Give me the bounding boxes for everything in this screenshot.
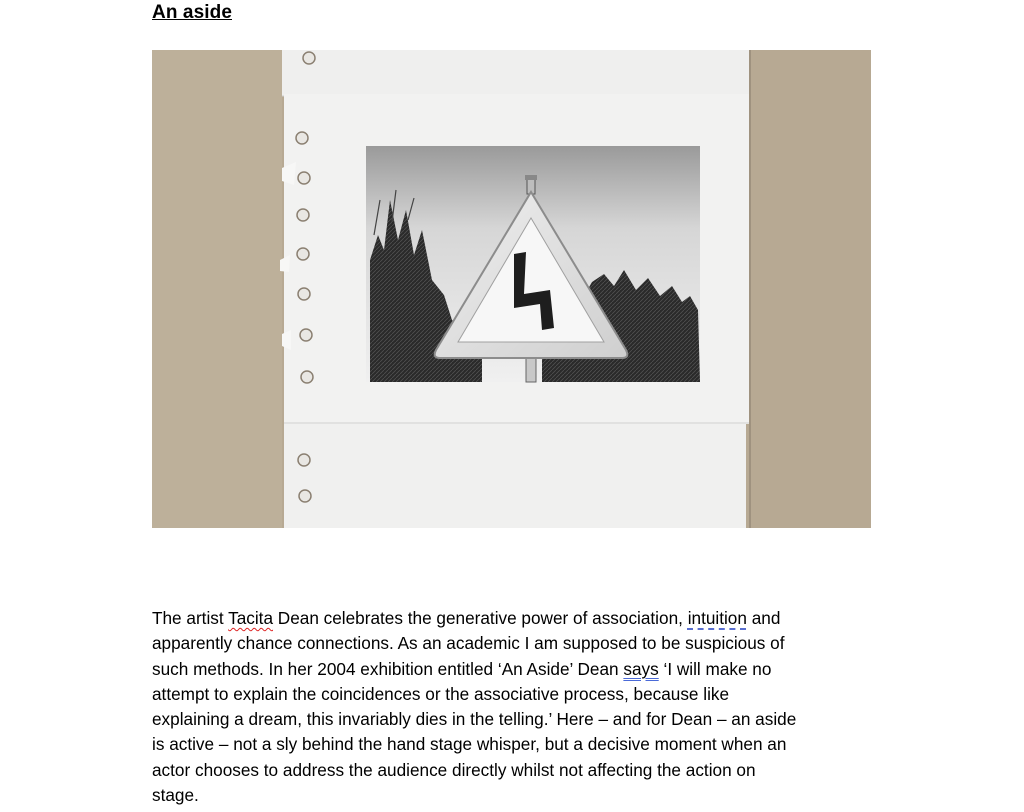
- grammar-flag[interactable]: intuition: [687, 608, 747, 628]
- paragraph-line: is active – not a sly behind the hand stage whisper, but a decisive moment when an: [152, 734, 787, 755]
- text-run: such methods. In her 2004 exhibition entitled ‘An Aside’ Dean: [152, 658, 624, 679]
- spelling-flag[interactable]: Tacita: [228, 608, 274, 628]
- paragraph-line: stage.: [152, 785, 199, 806]
- paragraph-line: explaining a dream, this invariably dies in the telling.’ Here – and for Dean – an aside: [152, 709, 797, 730]
- text-run: ‘I will make no: [658, 658, 772, 679]
- grammar-flag[interactable]: says: [623, 658, 659, 679]
- artwork-illustration: [152, 50, 871, 528]
- artwork-photo: [152, 50, 871, 528]
- notebook-page-top: [282, 50, 750, 96]
- body-paragraph: [152, 606, 872, 808]
- text-run: Dean celebrates the generative power of association,: [273, 608, 688, 628]
- text-run: and: [746, 608, 781, 628]
- paragraph-line: [152, 657, 872, 682]
- paragraph-line: apparently chance connections. As an academic I am supposed to be suspicious of: [152, 633, 785, 654]
- notebook-page-bottom: [284, 424, 746, 528]
- paragraph-line: attempt to explain the coincidences or the associative process, because like: [152, 683, 730, 704]
- section-heading: An aside: [152, 2, 232, 23]
- paragraph-line: [152, 606, 872, 631]
- pencil-drawing: [366, 146, 700, 382]
- text-run: The artist: [152, 608, 229, 628]
- paragraph-line: actor chooses to address the audience directly whilst not affecting the action on: [152, 759, 756, 780]
